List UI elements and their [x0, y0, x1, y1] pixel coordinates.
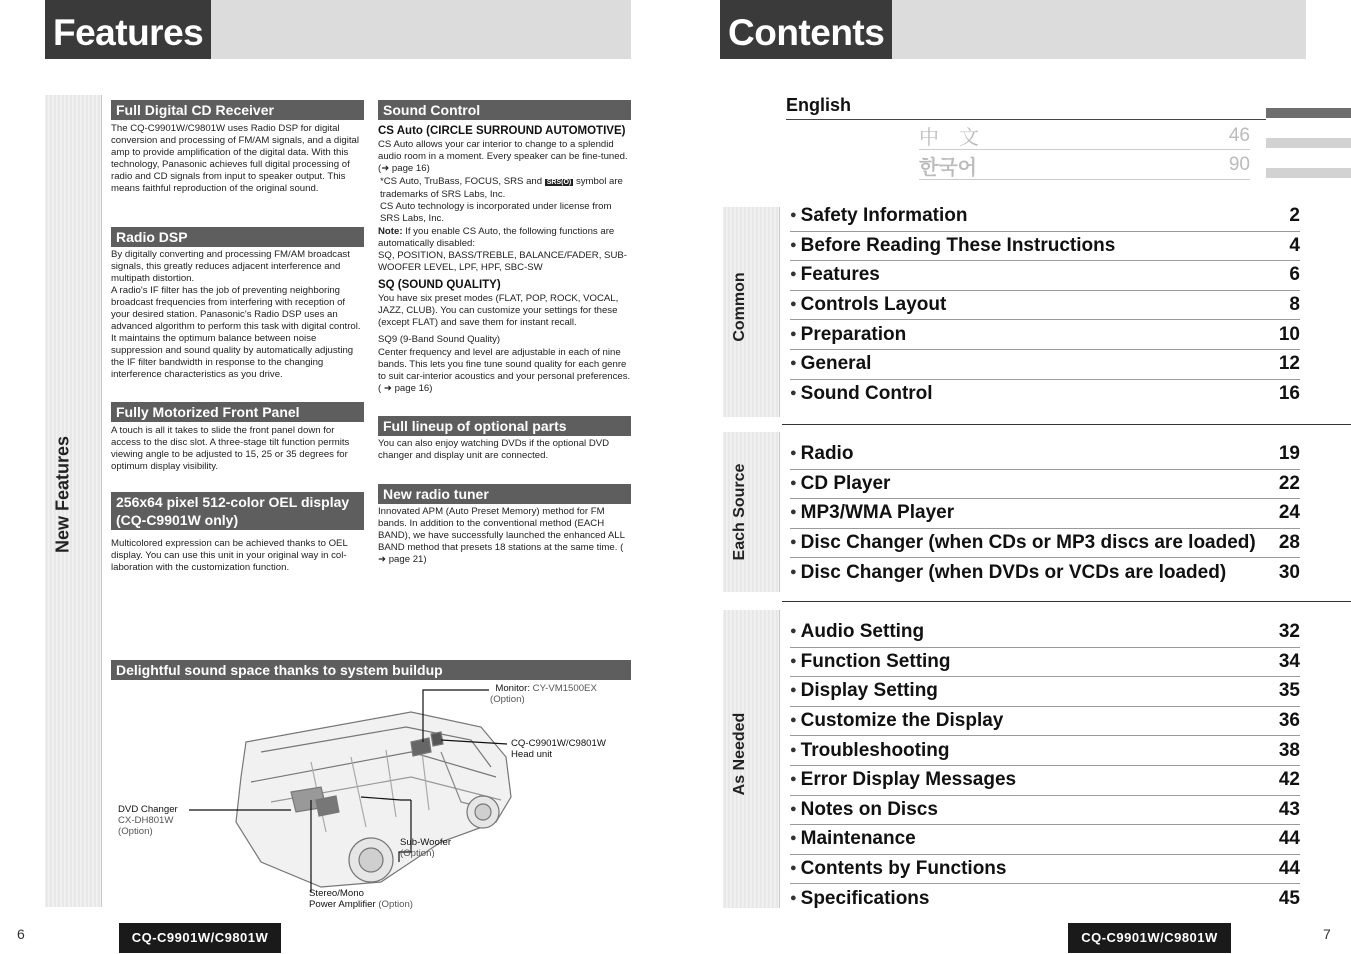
text-trademark	[380, 176, 628, 225]
toc-page: 16	[1278, 383, 1300, 405]
toc-group-common	[790, 202, 1300, 409]
lang-tab-english	[1266, 108, 1351, 118]
toc-title: ● Sound Control	[790, 383, 933, 405]
arrow-icon: ➜	[381, 163, 390, 174]
page-title-features: Features	[45, 0, 211, 59]
dvd-option: (Option)	[118, 826, 153, 837]
lang-tab-chinese	[1266, 138, 1351, 148]
toc-page: 32	[1278, 621, 1300, 643]
toc-group-as-needed	[790, 618, 1300, 914]
toc-page: 6	[1289, 264, 1300, 286]
heading-radio-tuner: New radio tuner	[378, 484, 631, 504]
toc-page: 36	[1278, 710, 1300, 732]
amp-label-2: Power Amplifier	[309, 899, 376, 910]
note-label: Note:	[378, 226, 403, 237]
text-sq9	[378, 347, 631, 395]
toc-page: 10	[1278, 323, 1300, 345]
model-tag-right: CQ-C9901W/C9801W	[1068, 923, 1231, 953]
dvd-label: DVD Changer	[118, 804, 178, 815]
sub-option: (Option)	[400, 848, 435, 859]
toc-page: 4	[1289, 234, 1300, 256]
toc-page: 24	[1278, 502, 1300, 524]
toc-title: ● Customize the Display	[790, 710, 1003, 732]
srs-logo: SRS(O)	[546, 179, 572, 186]
toc-page: 28	[1278, 532, 1300, 554]
text-oel-display: Multicolored expression can be achieved thanks to OEL display. You can use this unit in your original way in col-laboration with the customization function.	[111, 538, 348, 573]
toc-item-notes-on-discs[interactable]	[790, 796, 1300, 826]
toc-title: ● Notes on Discs	[790, 799, 938, 821]
label-head-unit	[511, 738, 629, 760]
label-monitor	[490, 683, 630, 705]
toc-page: 44	[1278, 828, 1300, 850]
text-front-panel: A touch is all it takes to slide the front panel down for access to the disc slot. A three-stage tilt function permits viewing angle to be adjusted to 15, 25 or 35 degrees for optimum display visibility.	[111, 425, 350, 472]
page-number-left: 6	[17, 926, 25, 942]
heading-sound-control: Sound Control	[378, 100, 631, 120]
toc-item-display-setting[interactable]	[790, 677, 1300, 707]
text-radio-tuner	[378, 506, 631, 566]
subhead-cs-auto: CS Auto (CIRCLE SURROUND AUTOMOTIVE)	[378, 125, 626, 137]
toc-item-specifications[interactable]	[790, 884, 1300, 914]
toc-title: ● Function Setting	[790, 651, 951, 673]
toc-title: ● Preparation	[790, 324, 906, 346]
lang-chinese-page: 46	[1228, 124, 1250, 146]
heading-oel-display: 256x64 pixel 512-color OEL display (CQ-C9901W only)	[111, 492, 364, 530]
language-korean[interactable]	[919, 151, 1250, 180]
heading-full-digital: Full Digital CD Receiver	[111, 100, 364, 120]
lang-chinese-label: 中 文	[919, 125, 979, 149]
toc-title: ● Contents by Functions	[790, 858, 1006, 880]
text-radio-dsp-1: By digitally converting and processing FM/AM broadcast signals, this greatly reduces adjacent interference and multipath distortion.	[111, 249, 350, 284]
note-body: If you enable CS Auto, the following functions are automatically disabled:	[378, 226, 615, 249]
lang-english-label: English	[786, 95, 852, 115]
toc-page: 19	[1278, 443, 1300, 465]
sub-label: Sub-Woofer	[400, 837, 452, 848]
language-english[interactable]	[786, 95, 1266, 120]
toc-title: ● Error Display Messages	[790, 769, 1016, 791]
trademark-line2: symbol are trademarks of SRS Labs, Inc.	[380, 176, 623, 200]
cs-auto-ref: page 16)	[391, 163, 430, 174]
monitor-option: (Option)	[490, 694, 525, 705]
arrow-icon: ➜	[378, 554, 387, 565]
amp-option: (Option)	[378, 899, 413, 910]
toc-item-features[interactable]	[790, 261, 1300, 291]
toc-item-disc-changer-dvd[interactable]	[790, 558, 1300, 588]
toc-title: ● Disc Changer (when CDs or MP3 discs are loaded)	[790, 532, 1256, 554]
label-dvd-changer	[118, 804, 218, 837]
arrow-icon: ➜	[383, 383, 392, 394]
toc-item-preparation[interactable]	[790, 320, 1300, 350]
toc-page: 45	[1278, 888, 1300, 910]
sq9-body: Center frequency and level are adjustable in each of nine bands. This lets you fine tune sound quality for each genre to suit car-interior acoustics and your personal preferences. (	[378, 347, 631, 394]
toc-item-audio-setting[interactable]	[790, 618, 1300, 648]
text-cs-auto: CS Auto allows your car interior to change to a splendid audio room in a moment. Every speaker can be fine-tuned. (➜ page 16)	[378, 139, 628, 174]
lang-korean-label: 한국어	[919, 154, 977, 179]
cs-auto-body: CS Auto allows your car interior to change to a splendid audio room in a moment. Every speaker can be fine-tuned.	[378, 139, 628, 162]
car-system-diagram	[111, 682, 631, 912]
lang-tab-korean	[1266, 168, 1351, 178]
toc-item-cd-player[interactable]	[790, 470, 1300, 500]
toc-item-before-reading[interactable]	[790, 232, 1300, 262]
trademark-line1: *CS Auto, TruBass, FOCUS, SRS and	[380, 176, 543, 187]
note-list: SQ, POSITION, BASS/TREBLE, BALANCE/FADER, SUB-WOOFER LEVEL, LPF, HPF, SBC-SW	[378, 250, 627, 273]
model-tag-left: CQ-C9901W/C9801W	[119, 923, 281, 953]
toc-title: ● Display Setting	[790, 680, 938, 702]
toc-page: 43	[1278, 798, 1300, 820]
toc-title: ● CD Player	[790, 473, 890, 495]
group-divider	[782, 601, 1351, 602]
toc-title: ● Features	[790, 264, 880, 286]
toc-item-mp3-wma[interactable]	[790, 499, 1300, 529]
car-body-illustration	[236, 712, 511, 887]
heading-optional-parts: Full lineup of optional parts	[378, 416, 631, 436]
toc-title: ● Radio	[790, 443, 853, 465]
text-optional-parts: You can also enjoy watching DVDs if the optional DVD changer and display unit are connected.	[378, 438, 610, 461]
toc-title: ● Audio Setting	[790, 621, 924, 643]
toc-page: 44	[1278, 858, 1300, 880]
toc-page: 22	[1278, 472, 1300, 494]
toc-title: ● Troubleshooting	[790, 740, 949, 762]
toc-page: 38	[1278, 739, 1300, 761]
subhead-sq: SQ (SOUND QUALITY)	[378, 279, 501, 291]
text-sq: You have six preset modes (FLAT, POP, ROCK, VOCAL, JAZZ, CLUB). You can customize your settings for these (except FLAT) and save them for instant recall.	[378, 293, 619, 328]
new-features-label: New Features	[52, 435, 73, 554]
toc-page: 35	[1278, 680, 1300, 702]
text-note	[378, 226, 631, 274]
toc-item-sound-control[interactable]	[790, 380, 1300, 410]
toc-title: ● MP3/WMA Player	[790, 502, 954, 524]
group-divider	[782, 424, 1351, 425]
toc-title: ● General	[790, 353, 871, 375]
toc-page: 12	[1278, 353, 1300, 375]
tab-as-needed-label: As Needed	[731, 712, 748, 796]
label-sub-woofer	[400, 837, 500, 859]
sq9-ref: page 16)	[394, 383, 433, 394]
text-full-digital: The CQ-C9901W/C9801W uses Radio DSP for digital conversion and processing of FM/AM signals, and a digital amp to provide amplification of the digital data. With this technology, Panasonic achieves full digital processing of radio and CD signals from input to speaker output. This means faithful reproduction of the original sound.	[111, 123, 359, 194]
radio-tuner-body: Innovated APM (Auto Preset Memory) method for FM bands. In addition to the conventional method (EACH BAND), we have successfully launched the enhanced ALL BAND method that presets 18 stations at the same time. (	[378, 506, 625, 553]
toc-item-maintenance[interactable]	[790, 825, 1300, 855]
toc-item-general[interactable]	[790, 350, 1300, 380]
head-model: CQ-C9901W/C9801W	[511, 738, 606, 749]
heading-radio-dsp: Radio DSP	[111, 227, 364, 247]
head-label: Head unit	[511, 749, 553, 760]
toc-item-contents-by-functions[interactable]	[790, 855, 1300, 885]
dvd-model: CX-DH801W	[118, 815, 174, 826]
toc-page: 34	[1278, 650, 1300, 672]
toc-group-each-source	[790, 440, 1300, 588]
label-amplifier	[309, 888, 459, 910]
heading-front-panel: Fully Motorized Front Panel	[111, 402, 364, 422]
toc-page: 30	[1278, 562, 1300, 584]
text-radio-dsp-2: A radio's IF filter has the job of preventing neighboring broadcast frequencies from interfering with reception of your desired station. Panasonic's Radio DSP uses an advanced algorithm to perform this task with digital control. It maintains the optimum balance between noise suppression and sound quality by automatically adjusting the IF filter bandwidth in response to the changing interference characteristics as you drive.	[111, 285, 361, 380]
page-title-contents: Contents	[720, 0, 892, 59]
toc-item-customize-display[interactable]	[790, 707, 1300, 737]
amp-label-1: Stereo/Mono	[309, 888, 364, 899]
monitor-label: Monitor:	[495, 683, 530, 694]
toc-item-safety[interactable]	[790, 202, 1300, 232]
tab-common-label: Common	[731, 272, 748, 342]
trademark-line3: CS Auto technology is incorporated under license from SRS Labs, Inc.	[380, 201, 612, 224]
toc-title: ● Maintenance	[790, 828, 916, 850]
toc-item-function-setting[interactable]	[790, 648, 1300, 678]
lang-korean-page: 90	[1228, 154, 1250, 175]
toc-page: 8	[1289, 294, 1300, 316]
toc-title: ● Safety Information	[790, 205, 967, 227]
toc-item-disc-changer-cd[interactable]	[790, 529, 1300, 559]
toc-page: 2	[1289, 205, 1300, 227]
language-chinese[interactable]	[919, 122, 1250, 150]
toc-title: ● Specifications	[790, 888, 929, 910]
toc-page: 42	[1278, 769, 1300, 791]
subhead-sq9: SQ9 (9-Band Sound Quality)	[378, 334, 501, 345]
monitor-model: CY-VM1500EX	[532, 683, 597, 694]
toc-item-radio[interactable]	[790, 440, 1300, 470]
radio-tuner-ref: page 21)	[388, 554, 427, 565]
toc-title: ● Controls Layout	[790, 294, 946, 316]
page-number-right: 7	[1323, 926, 1331, 942]
toc-title: ● Disc Changer (when DVDs or VCDs are loaded)	[790, 562, 1226, 584]
tab-each-source-label: Each Source	[731, 463, 748, 561]
toc-item-controls-layout[interactable]	[790, 291, 1300, 321]
toc-title: ● Before Reading These Instructions	[790, 235, 1115, 257]
heading-sound-space: Delightful sound space thanks to system buildup	[111, 660, 631, 680]
toc-item-error-messages[interactable]	[790, 766, 1300, 796]
toc-item-troubleshooting[interactable]	[790, 736, 1300, 766]
